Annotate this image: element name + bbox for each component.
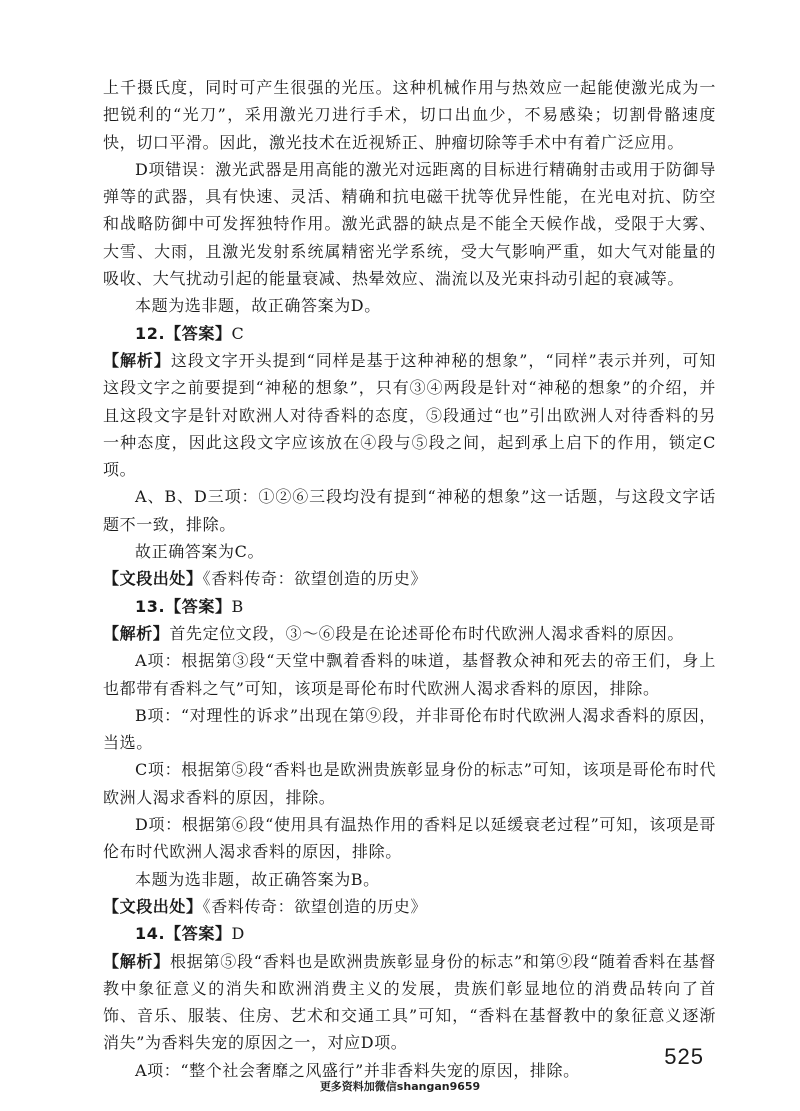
- paragraph: [103, 347, 716, 483]
- paragraph-text: D项错误：激光武器是用高能的激光对远距离的目标进行精确射击或用于防御导弹等的武器，具有快速、灵活、精确和抗电磁干扰等优异性能，在光电对抗、防空和战略防御中可发挥独特作用。激光武器的缺点是不能全天候作战，受限于大雾、大雪、大雨，且激光发射系统属精密光学系统，受大气影响严重，如大气对能量的吸收、大气扰动引起的能量衰减、热晕效应、湍流以及光束抖动引起的衰减等。: [103, 159, 716, 289]
- paragraph-text: 根据第⑤段“香料也是欧洲贵族彰显身份的标志”和第⑨段“随着香料在基督教中象征意义的消失和欧洲消费主义的发展，贵族们彰显地位的消费品转向了首饰、音乐、服装、住房、艺术和交通工具”可知，“香料在基督教中的象征意义逐渐消失”为香料失宠的原因之一，对应D项。: [103, 951, 716, 1053]
- paragraph: [103, 565, 716, 592]
- paragraph: [103, 866, 716, 893]
- paragraph-heading: 【文段出处】: [103, 896, 203, 916]
- paragraph: [103, 647, 716, 702]
- paragraph: [103, 893, 716, 920]
- document-body: [103, 74, 716, 1084]
- paragraph-text: A、B、D三项：①②⑥三段均没有提到“神秘的想象”这一话题，与这段文字话题不一致，排除。: [103, 487, 716, 534]
- paragraph-text: B项：“对理性的诉求”出现在第⑨段，并非哥伦布时代欧洲人渴求香料的原因，当选。: [103, 705, 716, 753]
- paragraph-text: 本题为选非题，故正确答案为B。: [135, 869, 380, 889]
- paragraph: [103, 538, 716, 565]
- paragraph: [103, 483, 716, 538]
- paragraph-text: 上千摄氏度，同时可产生很强的光压。这种机械作用与热效应一起能使激光成为一把锐利的“光刀”，采用激光刀进行手术，切口出血少，不易感染；切割骨骼速度快，切口平滑。因此，激光技术在近视矫正、肿瘤切除等手术中有着广泛应用。: [103, 78, 716, 152]
- paragraph: [103, 292, 716, 319]
- paragraph: [103, 948, 716, 1057]
- paragraph-heading: 14.【答案】: [135, 924, 232, 944]
- paragraph: [103, 156, 716, 292]
- paragraph-text: 故正确答案为C。: [135, 542, 265, 562]
- paragraph: [103, 320, 716, 347]
- paragraph-text: 这段文字开头提到“同样是基于这种神秘的想象”，“同样”表示并列，可知这段文字之前要提到“神秘的想象”，只有③④两段是针对“神秘的想象”的介绍，并且这段文字是针对欧洲人对待香料的态度，⑤段通过“也”引出欧洲人对待香料的另一种态度，因此这段文字应该放在④段与⑤段之间，起到承上启下的作用，锁定C项。: [103, 350, 716, 480]
- paragraph-heading: 【解析】: [103, 951, 171, 971]
- paragraph-heading: 【解析】: [103, 623, 170, 643]
- paragraph-text: C项：根据第⑤段“香料也是欧洲贵族彰显身份的标志”可知，该项是哥伦布时代欧洲人渴求香料的原因，排除。: [103, 760, 716, 807]
- paragraph-text: 首先定位文段，③～⑥段是在论述哥伦布时代欧洲人渴求香料的原因。: [169, 623, 685, 643]
- paragraph-text: C: [231, 323, 245, 343]
- paragraph: [103, 620, 716, 647]
- paragraph: [103, 920, 716, 947]
- paragraph: [103, 702, 716, 757]
- paragraph-text: A项：“整个社会奢靡之风盛行”并非香料失宠的原因，排除。: [135, 1060, 580, 1080]
- paragraph-heading: 13.【答案】: [135, 596, 232, 616]
- paragraph-text: 《香料传奇：欲望创造的历史》: [202, 569, 428, 589]
- paragraph-heading: 【文段出处】: [103, 569, 203, 589]
- paragraph-text: 本题为选非题，故正确答案为D。: [135, 296, 381, 316]
- paragraph-text: 《香料传奇：欲望创造的历史》: [202, 896, 428, 916]
- paragraph-text: D: [231, 924, 245, 944]
- page-number: 525: [664, 1044, 704, 1069]
- paragraph-heading: 【解析】: [103, 350, 171, 370]
- paragraph-text: D项：根据第⑥段“使用具有温热作用的香料足以延缓衰老过程”可知，该项是哥伦布时代欧洲人渴求香料的原因，排除。: [103, 815, 716, 862]
- paragraph-text: A项：根据第③段“天堂中飘着香料的味道，基督教众神和死去的帝王们，身上也都带有香料之气”可知，该项是哥伦布时代欧洲人渴求香料的原因，排除。: [103, 651, 716, 698]
- paragraph-text: B: [231, 596, 244, 616]
- paragraph: [103, 74, 716, 156]
- paragraph: [103, 811, 716, 866]
- paragraph: [103, 756, 716, 811]
- paragraph: [103, 593, 716, 620]
- footer-note: 更多资料加微信shangan9659: [319, 1080, 481, 1093]
- paragraph-heading: 12.【答案】: [135, 323, 232, 343]
